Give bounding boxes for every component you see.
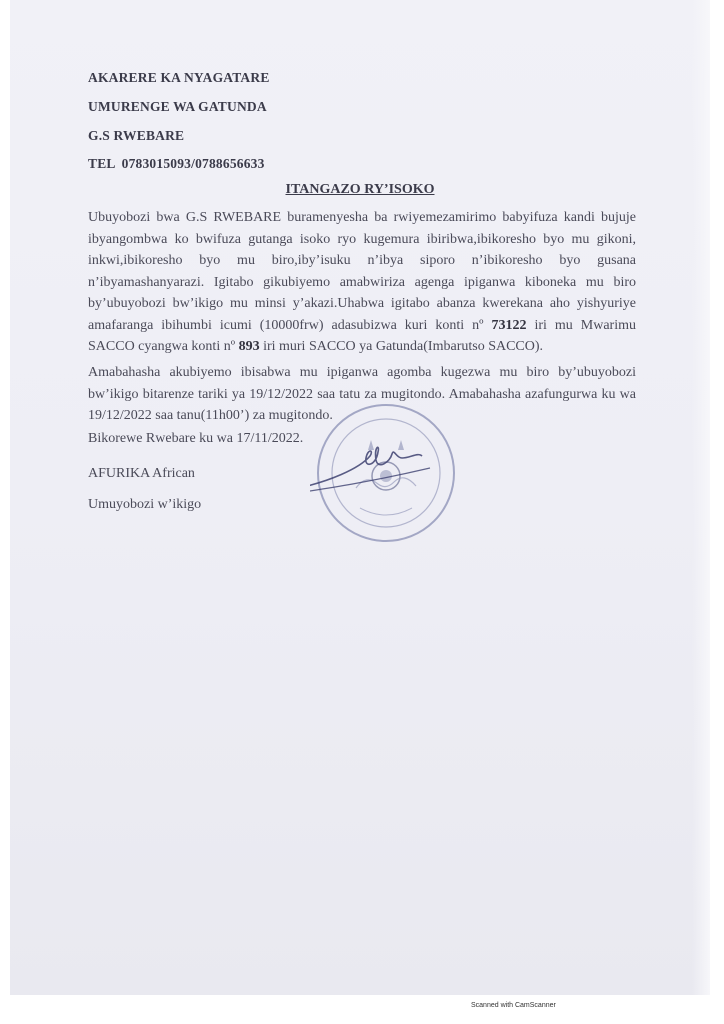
paragraph1-end: iri muri SACCO ya Gatunda(Imbarutso SACCO). (259, 339, 544, 354)
signatory-role: Umuyobozi w’ikigo (88, 497, 202, 512)
header-telephone (88, 156, 265, 172)
paragraph-tender-notice (88, 207, 636, 358)
tel-numbers: 0783015093/0788656633 (121, 156, 265, 171)
document-title: ITANGAZO RY’ISOKO (285, 182, 435, 197)
paragraph1-mid: iri mu Mwarimu SACCO cyangwa konti nº (88, 317, 636, 354)
document-page (10, 0, 710, 995)
paragraph1-text: Ubuyobozi bwa G.S RWEBARE buramenyesha ba rwiyemezamirimo babyifuza kandi bujuje ibyangombwa ko bwifuza gutanga isoko ryo kugemura ibiribwa,ibikoresho byo mu gikoni, inkwi,ibikoresho byo mu biro,iby’isuku n’ibya siporo n’ibikoresho byo gusana n’ibyamashanyarazi. Igitabo gikubiyemo amabwiriza agenga ipiganwa kiboneka mu biro by’ubuyobozi bw’ikigo mu minsi y’akazi.Uhabwa igitabo abanza kwerekana aho yishyuriye amafaranga ibihumbi icumi (10000frw) adasubizwa kuri konti nº (88, 210, 636, 333)
signoff-date: Bikorewe Rwebare ku wa 17/11/2022. (88, 431, 304, 446)
header-sector: UMURENGE WA GATUNDA (88, 99, 267, 114)
paragraph-submission-deadline: Amabahasha akubiyemo ibisabwa mu ipiganwa agomba kugezwa mu biro by’ubuyobozi bw’ikigo bitarenze tariki ya 19/12/2022 saa tatu za mugitondo. Amabahasha azafungurwa ku wa 19/12/2022 saa tanu(11h00’) za mugitondo. (88, 365, 636, 423)
header-school: G.S RWEBARE (88, 128, 185, 143)
scanner-watermark: Scanned with CamScanner (471, 1002, 556, 1009)
account-number-1: 73122 (491, 317, 527, 333)
header-district: AKARERE KA NYAGATARE (88, 70, 270, 85)
signatory-name: AFURIKA African (88, 466, 195, 481)
official-stamp-signature (310, 398, 460, 548)
account-number-2: 893 (238, 339, 260, 354)
tel-label: TEL (88, 156, 116, 171)
